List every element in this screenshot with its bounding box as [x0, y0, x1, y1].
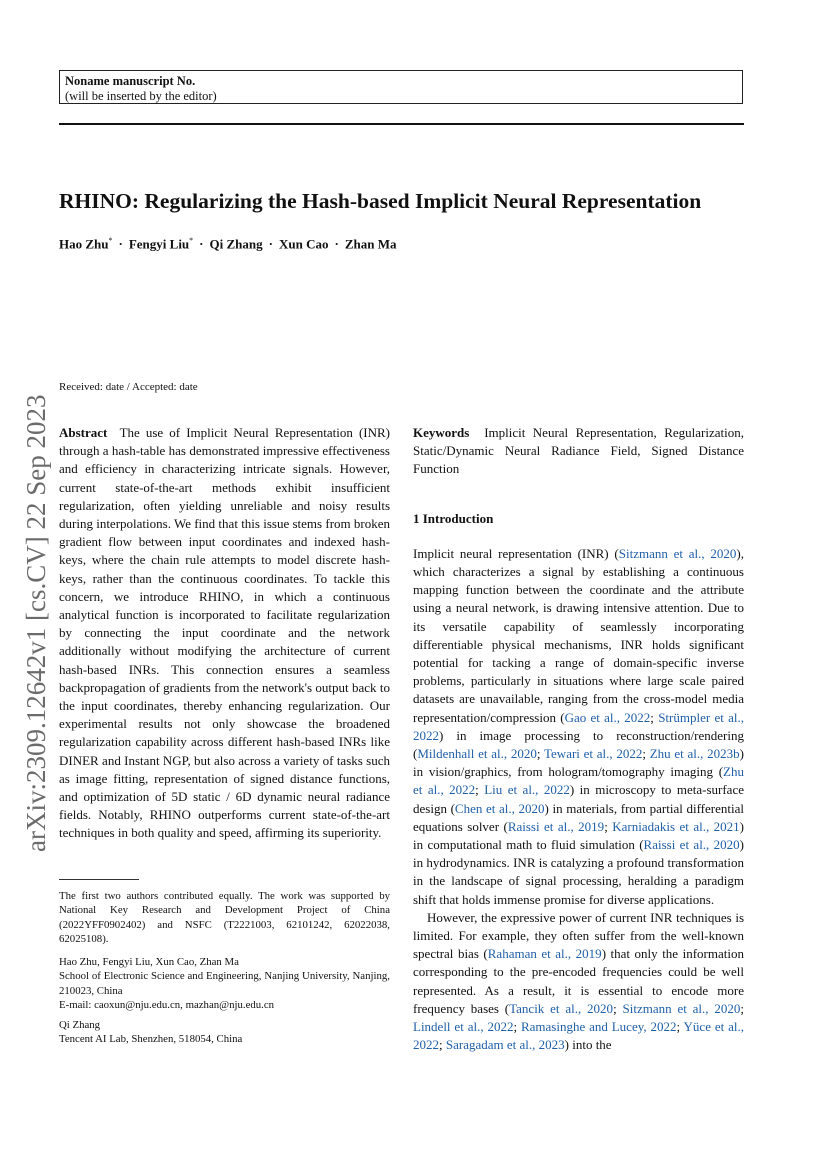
affiliation-institution: School of Electronic Science and Engineering, Nanjing University, Nanjing, 210023, China [59, 970, 390, 997]
body-text: ; [536, 746, 544, 762]
author-name: Hao Zhu [59, 236, 109, 252]
keywords-label: Keywords [413, 425, 470, 440]
body-text: ; [650, 709, 659, 725]
body-text: ; [613, 1000, 623, 1016]
author-name: Xun Cao [278, 236, 329, 252]
manuscript-editor-note: (will be inserted by the editor) [65, 89, 217, 103]
author-separator: · [334, 236, 339, 252]
equal-contribution-mark: * [108, 236, 113, 245]
affiliation-email: E-mail: caoxun@nju.edu.cn, mazhan@nju.edu.cn [59, 998, 275, 1011]
body-text: ; [642, 746, 650, 762]
left-column [59, 424, 390, 843]
body-text: ( [614, 545, 619, 561]
abstract [59, 424, 390, 843]
section-heading-introduction: 1 Introduction [413, 510, 494, 526]
citation-link[interactable]: Saragadam et al., 2023 [445, 1037, 565, 1053]
citation-link[interactable]: Zhu et al., 2022 [413, 764, 744, 798]
keywords [413, 424, 744, 479]
body-text: ; [604, 818, 613, 834]
footnote-contribution [59, 889, 390, 946]
keywords-text: Implicit Neural Representation, Regularization, Static/Dynamic Neural Radiance Field, Signed Distance Function [413, 425, 745, 477]
citation-link[interactable]: Raissi et al., 2020 [643, 837, 740, 853]
affiliation-institution: Tencent AI Lab, Shenzhen, 518054, China [59, 1033, 243, 1046]
citation-link[interactable]: Lindell et al., 2022 [413, 1019, 514, 1035]
citation-link[interactable]: Tewari et al., 2022 [544, 746, 643, 762]
author-name: Fengyi Liu [128, 236, 190, 252]
intro-paragraph-2 [413, 909, 744, 1055]
citation-link[interactable]: Raissi et al., 2019 [507, 818, 605, 834]
citation-link[interactable]: Ramasinghe and Lucey, 2022 [520, 1019, 677, 1035]
author-name: Zhan Ma [344, 236, 397, 252]
citation-link[interactable]: Yüce et al., 2022 [413, 1019, 744, 1053]
footnote-rule [59, 879, 139, 880]
author-separator: · [118, 236, 123, 252]
abstract-text: The use of Implicit Neural Representation (INR) through a hash-table has demonstrated impressive effectiveness and efficiency in characterizing intricate signals. However, current state-of-the-art methods exhibit insufficient regularization, often yielding unreliable and noisy results during interpolations. We find that this issue stems from broken gradient flow between input coordinates and indexed hash-keys, where the chain rule attempts to model discrete hash-keys, rather than the continuous coordinates. To tackle this concern, we introduce RHINO, in which a continuous analytical function is incorporated to facilitate regularization by connecting the input coordinate and the network additionally without modifying the architecture of current hash-based INRs. This connection ensures a seamless backpropagation of gradients from the network's output back to the input coordinates, thereby enhancing regularization. Our experimental results not only showcase the broadened regularization capability across different hash-based INRs like DINER and Instant NGP, but also across a variety of tasks such as image fitting, representation of signed distance functions, and optimization of 5D static / 6D dynamic neural radiance fields. Notably, RHINO outperforms current state-of-the-art techniques in both quality and speed, affirming its superiority. [59, 425, 390, 841]
citation-link[interactable]: Sitzmann et al., 2020 [618, 545, 737, 561]
footnote-affiliation-tencent [59, 1018, 390, 1047]
abstract-label: Abstract [59, 425, 108, 440]
body-text: ), which characterizes a signal by establishing a continuous mapping function between the coordinate and the attribute using a neural network, is drawing intensive attention. Due to its versatile capability of seamlessly incorporating differentiable physical mechanisms, INR holds significant potential for tacking a range of domain-specific inverse problems, particularly in situations where large scale paired datasets are unavailable, ranging from the cross-model media representation/compression ( [413, 545, 744, 725]
body-text: ; [676, 1019, 684, 1035]
manuscript-number: Noname manuscript No. [65, 74, 196, 88]
citation-link[interactable]: Tancik et al., 2020 [509, 1000, 614, 1016]
footnote-affiliation-nju [59, 955, 390, 1012]
body-text: ) in computational math to fluid simulation ( [413, 818, 744, 853]
author-list [59, 236, 396, 252]
received-accepted-line: Received: date / Accepted: date [59, 381, 198, 393]
citation-link[interactable]: Zhu et al., 2023b [649, 746, 740, 762]
body-text: ) in vision/graphics, from hologram/tomography imaging ( [413, 746, 744, 780]
right-column [413, 424, 744, 1055]
footnote-contribution-text: The first two authors contributed equally. The work was supported by National Key Research and Development Project of China (2022YFF0902402) and NSFC (T2221003, 62101242, 62022038, 62025108). [59, 890, 390, 945]
citation-link[interactable]: Gao et al., 2022 [564, 709, 651, 725]
manuscript-header-box [59, 70, 743, 104]
body-text: ) that only the information corresponding to the pre-encoded frequencies could be well represented. As a result, it is essential to encode more frequency bases ( [413, 946, 744, 1016]
body-text: ) in materials, from partial differential equations solver ( [413, 800, 744, 834]
affiliation-names: Hao Zhu, Fengyi Liu, Xun Cao, Zhan Ma [59, 956, 239, 968]
body-text: Implicit neural representation (INR) [413, 545, 615, 561]
citation-link[interactable]: Rahaman et al., 2019 [487, 946, 602, 962]
body-text: ; [475, 782, 485, 798]
citation-link[interactable]: Chen et al., 2020 [454, 800, 545, 816]
citation-link[interactable]: Strümpler et al., 2022 [413, 709, 744, 743]
citation-link[interactable]: Mildenhall et al., 2020 [417, 746, 537, 762]
intro-paragraph-1 [413, 545, 744, 909]
body-text: ; [513, 1019, 521, 1035]
body-text: However, the expressive power of current INR techniques is limited. For example, they often suffer from the well-known spectral bias ( [413, 909, 744, 962]
body-text: ; [439, 1037, 446, 1053]
body-text: ) in hydrodynamics. INR is catalyzing a profound transformation in the landscape of signal processing, heralding a paradigm shift that holds immense promise for diverse applications. [413, 837, 745, 907]
citation-link[interactable]: Karniadakis et al., 2021 [612, 818, 740, 834]
arxiv-identifier: arXiv:2309.12642v1 [cs.CV] 22 Sep 2023 [21, 394, 51, 852]
body-text: ) in microscopy to meta-surface design ( [413, 782, 744, 816]
paper-title: RHINO: Regularizing the Hash-based Implicit Neural Representation [59, 189, 702, 213]
citation-link[interactable]: Liu et al., 2022 [484, 782, 570, 798]
equal-contribution-mark: * [189, 236, 194, 245]
author-name: Qi Zhang [209, 236, 263, 252]
author-separator: · [268, 236, 273, 252]
citation-link[interactable]: Sitzmann et al., 2020 [622, 1000, 741, 1016]
header-rule [59, 123, 744, 125]
body-text: ; [740, 1000, 744, 1016]
affiliation-names: Qi Zhang [59, 1019, 101, 1031]
body-text: ) in image processing to reconstruction/rendering ( [413, 727, 744, 762]
author-separator: · [199, 236, 204, 252]
body-text: ) into the [564, 1037, 612, 1053]
